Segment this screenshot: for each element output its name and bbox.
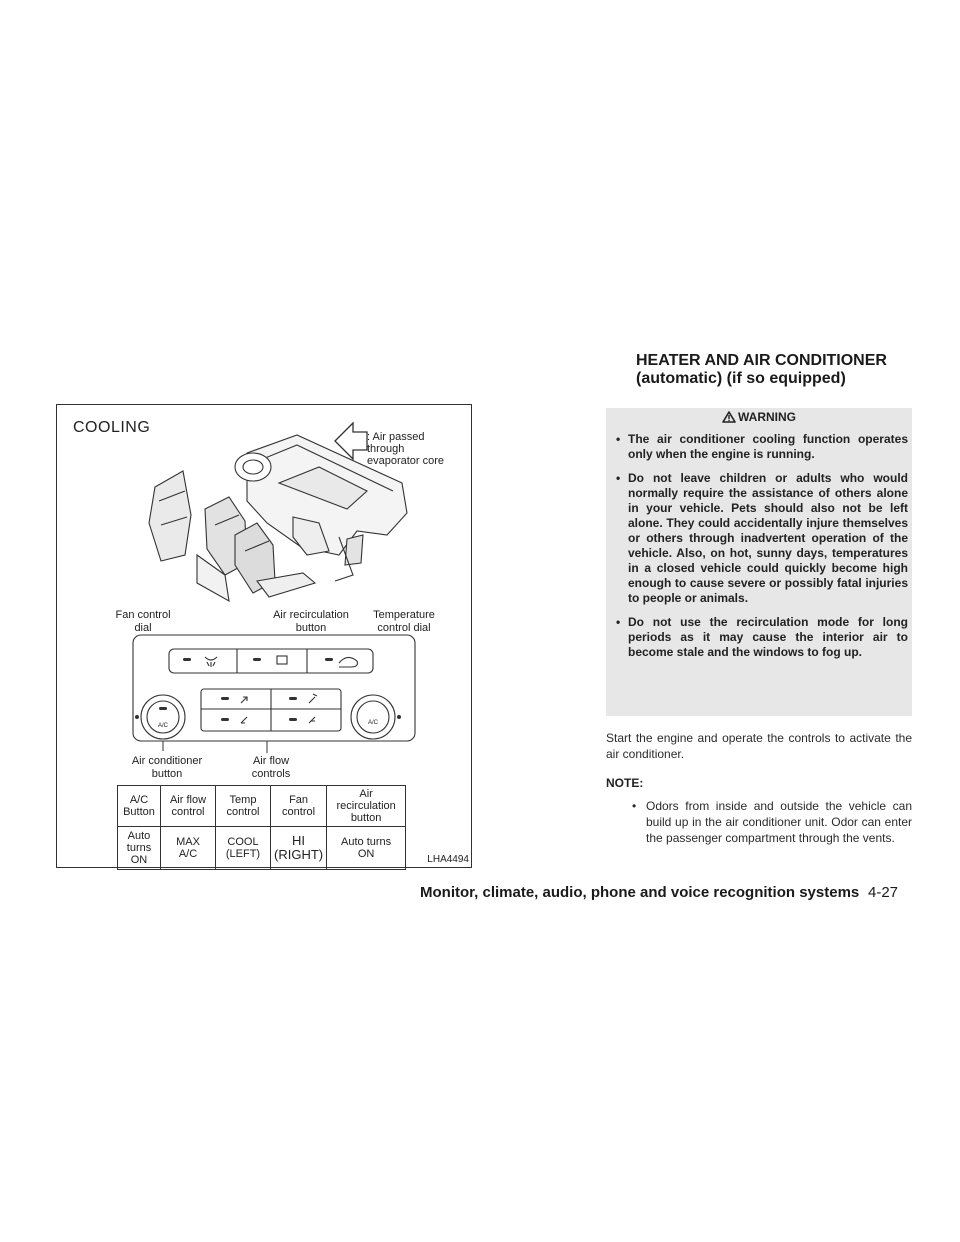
table-header-cell: Air recirculation button [327, 786, 406, 827]
warning-list [614, 432, 908, 669]
table-cell: Auto turns ON [118, 827, 161, 870]
indicator-light [325, 658, 333, 661]
ac-knob-label-left: A/C [157, 723, 168, 729]
warning-heading [606, 410, 912, 424]
legend-label: : Air passed through evaporator core [367, 431, 445, 467]
indicator-light [183, 658, 191, 661]
table-header-cell: Air flow control [161, 786, 216, 827]
figure-title: COOLING [73, 419, 151, 436]
indicator-light [159, 707, 167, 710]
table-header-cell: Temp control [216, 786, 271, 827]
table-cell: HI (RIGHT) [271, 827, 327, 870]
air-conditioner-button-label: Air conditioner button [131, 755, 203, 780]
table-cell: COOL (LEFT) [216, 827, 271, 870]
warning-triangle-icon [722, 411, 736, 423]
warning-item: • Do not use the recirculation mode for long periods as it may cause the interior air to become stale and the windows to fog up. [614, 615, 908, 660]
intro-paragraph: Start the engine and operate the controls to activate the air conditioner. [606, 731, 912, 761]
warning-item: • Do not leave children or adults who would normally require the assistance of others alone in your vehicle. Pets should also not be left alone. They could accidentally injure themselves or others through inadvertent operation of the vehicle. Also, on hot, sunny days, temperatures in a closed vehicle could quickly become high enough to cause severe or possibly fatal injuries to people or animals. [614, 471, 908, 606]
figure-id: LHA4494 [427, 854, 469, 865]
cooling-figure [56, 404, 472, 868]
footer-page-number: 4-27 [868, 884, 899, 901]
table-cell: Auto turns ON [327, 827, 406, 870]
indicator-light [289, 718, 297, 721]
air-flow-controls-label: Air flow controls [251, 755, 291, 780]
ac-knob-label-right: A/C [367, 720, 378, 726]
section-title: HEATER AND AIR CONDITIONER (automatic) (if so equipped) [636, 352, 887, 387]
air-recirculation-button-label: Air recirculation button [273, 609, 349, 634]
indicator-light [221, 697, 229, 700]
warning-item: • The air conditioner cooling function operates only when the engine is running. [614, 432, 908, 462]
warning-heading-text: WARNING [738, 410, 796, 424]
footer-chapter-title: Monitor, climate, audio, phone and voice recognition systems [420, 884, 860, 901]
table-cell: MAX A/C [161, 827, 216, 870]
indicator-light [289, 697, 297, 700]
table-header-cell: Fan control [271, 786, 327, 827]
cooling-settings-table [117, 785, 406, 870]
air-flow-arrow-icon [335, 423, 367, 459]
note-item: • Odors from inside and outside the vehicle can build up in the air conditioner unit. Odor can enter the passenger compartment through the vents. [646, 798, 912, 846]
indicator-light [253, 658, 261, 661]
table-header-row [118, 786, 406, 827]
table-header-cell: A/C Button [118, 786, 161, 827]
fan-control-dial-label: Fan control dial [115, 609, 171, 634]
table-row [118, 827, 406, 870]
indicator-light [221, 718, 229, 721]
temperature-control-dial-label: Temperature control dial [373, 609, 435, 634]
note-heading: NOTE: [606, 776, 644, 790]
warning-box [606, 408, 912, 716]
